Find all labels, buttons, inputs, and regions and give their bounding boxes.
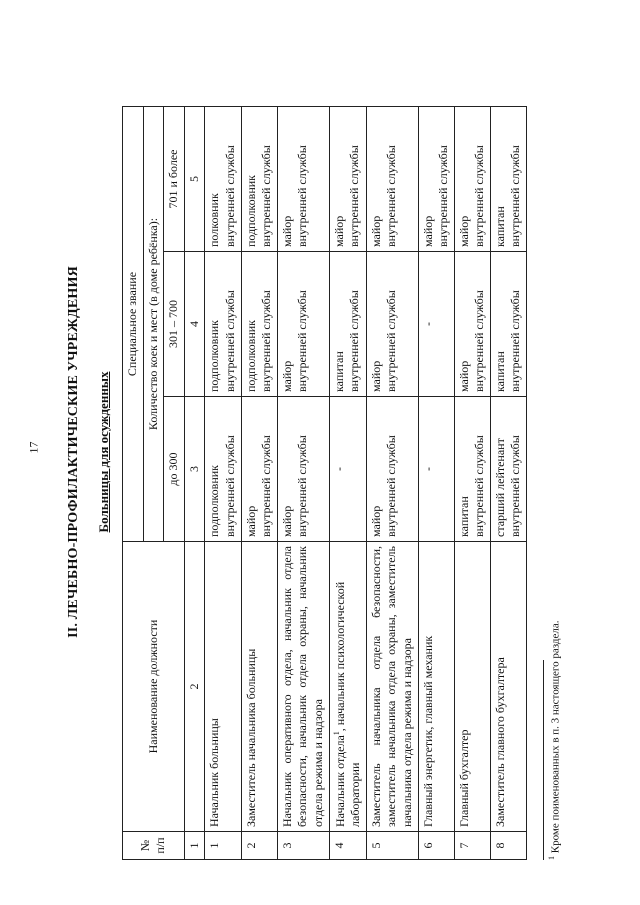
rank-band-3: полковник внутренней службы [205, 107, 241, 252]
footnote-mark: 1 [547, 856, 557, 860]
table-row [241, 107, 277, 860]
position-name: Заместитель главного бухгалтера [490, 542, 526, 832]
position-name: Заместитель начальника отдела безопасности, заместитель начальника отдела охраны, заместитель начальника отдела режима и надзора [366, 542, 418, 832]
rotated-page-content [20, 12, 620, 892]
rank-band-2: - [418, 252, 454, 397]
rank-band-3: капитан внутренней службы [490, 107, 526, 252]
position-name: Начальник больницы [205, 542, 241, 832]
rank-band-1: - [418, 397, 454, 542]
table-subheading: Больницы для осужденных [96, 371, 111, 533]
position-name: Главный энергетик, главный механик [418, 542, 454, 832]
row-num: 7 [454, 832, 490, 860]
positions-table [122, 106, 527, 860]
rank-band-2: подполковник внутренней службы [241, 252, 277, 397]
index-cell: 5 [184, 107, 205, 252]
page-number: 17 [26, 441, 41, 454]
index-cell: 3 [184, 397, 205, 542]
index-cell: 4 [184, 252, 205, 397]
index-cell: 1 [184, 832, 205, 860]
header-position-name: Наименование должности [123, 542, 185, 832]
row-num: 2 [241, 832, 277, 860]
header-num: № п/п [123, 832, 185, 860]
rank-band-3: майор внутренней службы [454, 107, 490, 252]
index-cell: 2 [184, 542, 205, 832]
header-band-1: до 300 [164, 397, 185, 542]
rank-band-1: старший лейтенант внутренней службы [490, 397, 526, 542]
position-name: Начальник оперативного отдела, начальник отдела безопасности, начальник отдела охраны, начальник отдела режима и надзора [277, 542, 329, 832]
row-num: 3 [277, 832, 329, 860]
row-num: 8 [490, 832, 526, 860]
rank-band-2: капитан внутренней службы [490, 252, 526, 397]
rank-band-1: майор внутренней службы [366, 397, 418, 542]
header-row-1 [123, 107, 144, 860]
footnote-divider [543, 660, 544, 860]
rank-band-1: майор внутренней службы [241, 397, 277, 542]
position-name-part: Начальник отдела [332, 735, 347, 827]
header-capacity: Количество коек и мест (в доме ребёнка): [143, 107, 164, 542]
header-special-rank: Специальное звание [123, 107, 144, 542]
rank-band-1: - [329, 397, 366, 542]
table-row [490, 107, 526, 860]
rank-band-1: подполковник внутренней службы [205, 397, 241, 542]
table-row [205, 107, 241, 860]
rank-band-2: капитан внутренней службы [329, 252, 366, 397]
table-row [418, 107, 454, 860]
footnote-ref: 1 [331, 731, 341, 736]
position-name-part: , начальник психологической лаборатории [332, 581, 363, 827]
column-index-row [184, 107, 205, 860]
row-num: 6 [418, 832, 454, 860]
table-row [329, 107, 366, 860]
rank-band-1: капитан внутренней службы [454, 397, 490, 542]
rank-band-2: майор внутренней службы [366, 252, 418, 397]
position-name: Главный бухгалтер [454, 542, 490, 832]
rank-band-3: подполковник внутренней службы [241, 107, 277, 252]
rank-band-3: майор внутренней службы [366, 107, 418, 252]
rank-band-3: майор внутренней службы [329, 107, 366, 252]
position-name [329, 542, 366, 832]
row-num: 1 [205, 832, 241, 860]
rank-band-2: майор внутренней службы [454, 252, 490, 397]
table-row [366, 107, 418, 860]
rank-band-1: майор внутренней службы [277, 397, 329, 542]
rank-band-3: майор внутренней службы [277, 107, 329, 252]
footnote-text: Кроме поименованных в п. 3 настоящего раздела. [549, 620, 562, 854]
rank-band-2: майор внутренней службы [277, 252, 329, 397]
row-num: 5 [366, 832, 418, 860]
rank-band-2: подполковник внутренней службы [205, 252, 241, 397]
rank-band-3: майор внутренней службы [418, 107, 454, 252]
table-row [454, 107, 490, 860]
header-band-2: 301 – 700 [164, 252, 185, 397]
footnote [547, 12, 562, 860]
row-num: 4 [329, 832, 366, 860]
position-name: Заместитель начальника больницы [241, 542, 277, 832]
section-heading: II. ЛЕЧЕБНО-ПРОФИЛАКТИЧЕСКИЕ УЧРЕЖДЕНИЯ [66, 266, 81, 638]
table-row [277, 107, 329, 860]
header-band-3: 701 и более [164, 107, 185, 252]
